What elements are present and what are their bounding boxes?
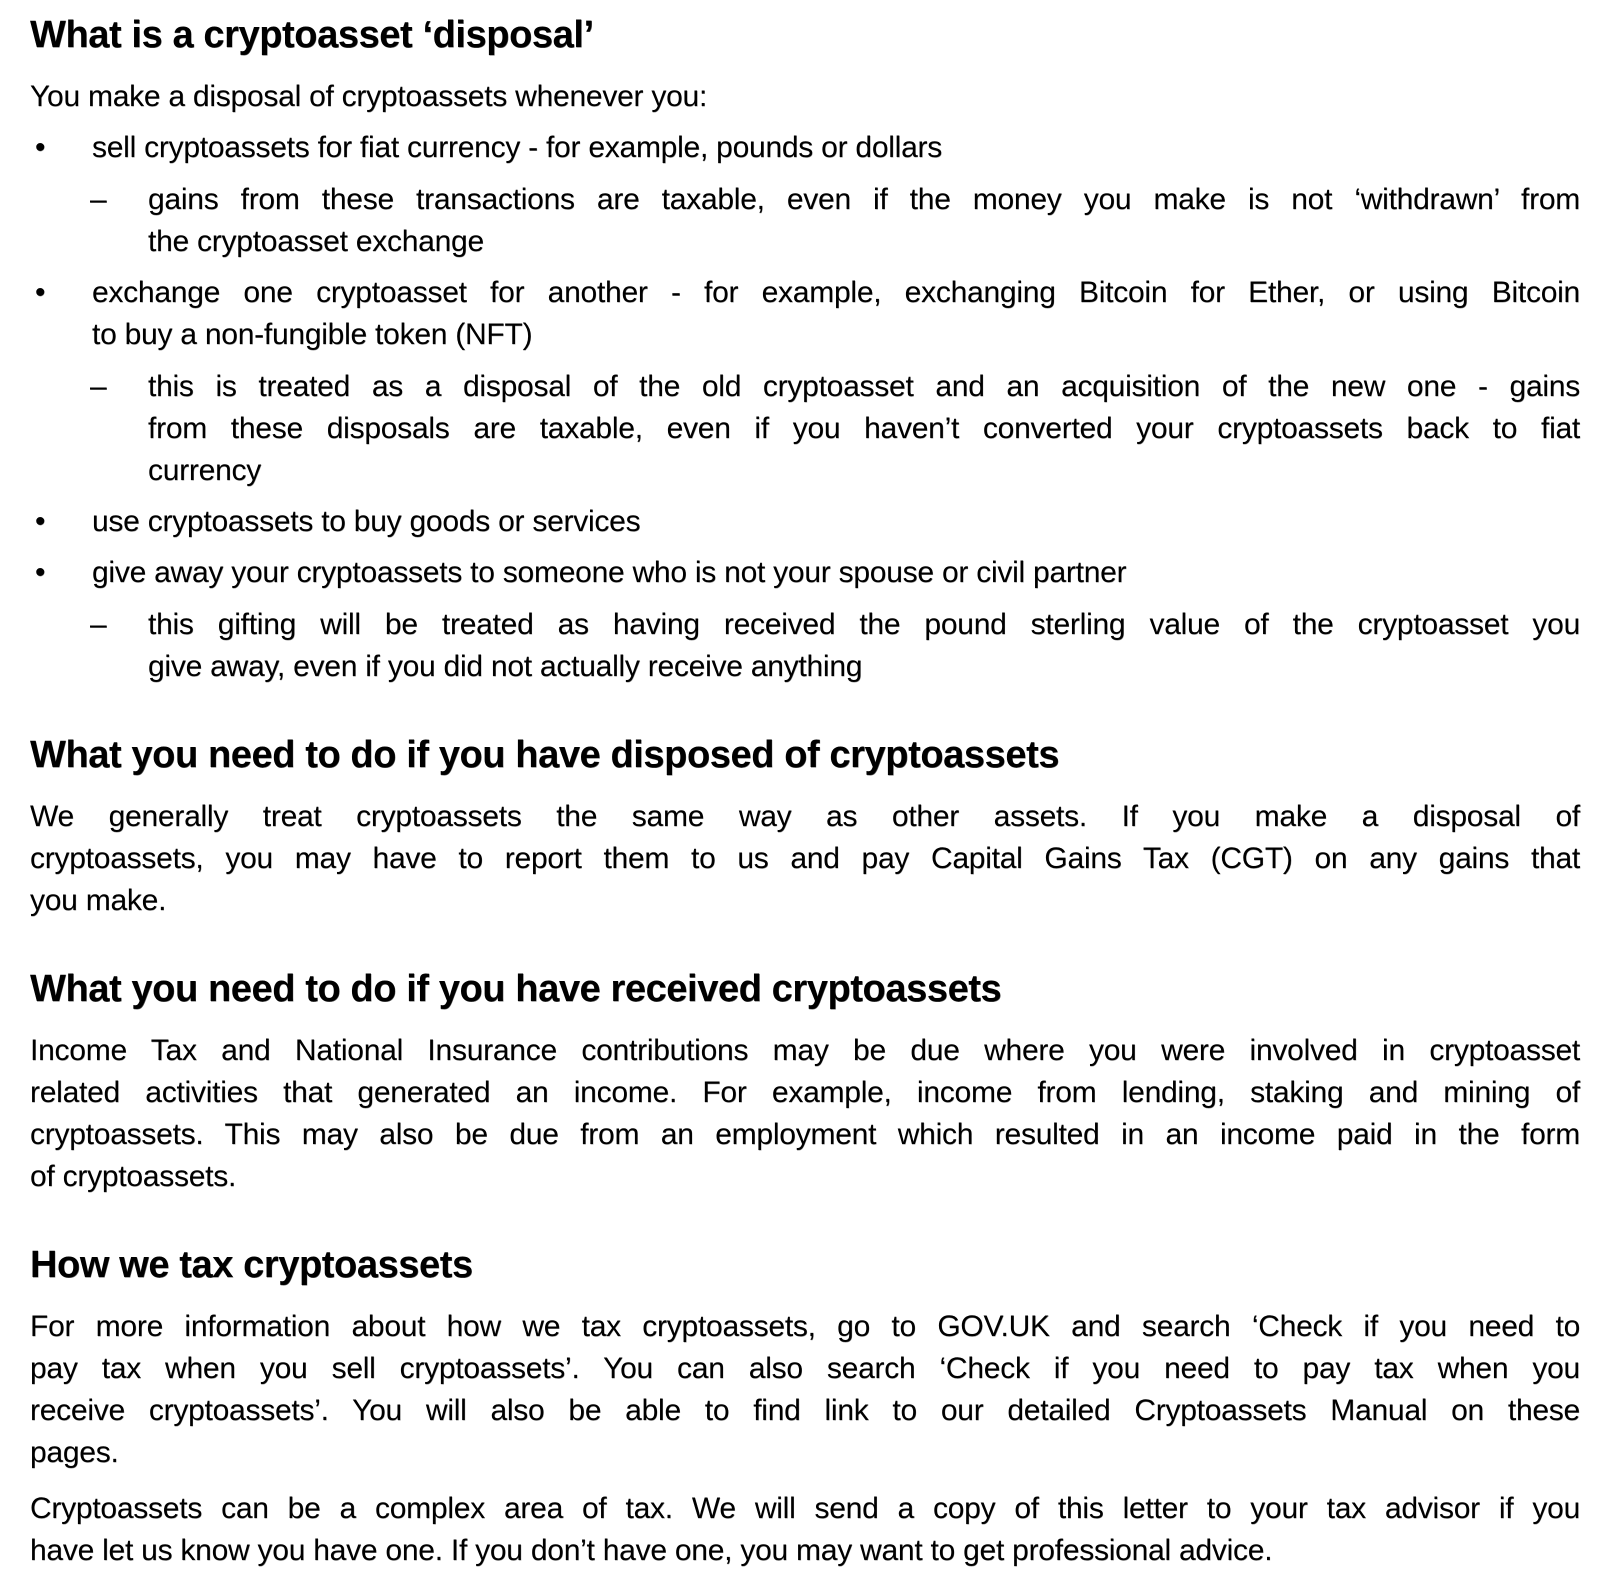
text-line: give away, even if you did not actually receive anything xyxy=(148,650,863,683)
text-line: sell cryptoassets for fiat currency - for example, pounds or dollars xyxy=(92,131,943,164)
section-heading-disposal: What is a cryptoasset ‘disposal’ xyxy=(30,14,594,56)
section-heading-received: What you need to do if you have received cryptoassets xyxy=(30,968,1002,1010)
text-line: to buy a non-fungible token (NFT) xyxy=(92,318,533,351)
text-line: currency xyxy=(148,454,262,487)
text-line: the cryptoasset exchange xyxy=(148,225,484,258)
text-line: You make a disposal of cryptoassets whenever you: xyxy=(30,80,708,113)
text-line: you make. xyxy=(30,884,167,917)
text-line: give away your cryptoassets to someone who is not your spouse or civil partner xyxy=(92,556,1127,589)
text-line: use cryptoassets to buy goods or services xyxy=(92,505,641,538)
paragraph-received xyxy=(30,1030,1580,1198)
text-line: cryptoassets. This may also be due from an employment which resulted in an income paid in the form xyxy=(30,1118,1580,1151)
bullet-text xyxy=(92,272,1580,356)
section-heading-how-we-tax: How we tax cryptoassets xyxy=(30,1244,473,1286)
text-line: Income Tax and National Insurance contributions may be due where you were involved in cryptoasset xyxy=(30,1034,1580,1067)
text-line: Cryptoassets can be a complex area of tax. We will send a copy of this letter to your tax advisor if you xyxy=(30,1492,1580,1525)
sub-item-gifting xyxy=(90,604,1580,688)
bullet-marker: • xyxy=(35,505,46,538)
bullet-text xyxy=(92,501,1580,543)
text-line: this is treated as a disposal of the old cryptoasset and an acquisition of the new one - gains xyxy=(148,370,1580,403)
text-line: have let us know you have one. If you don’t have one, you may want to get professional advice. xyxy=(30,1534,1273,1567)
bullet-item-exchange xyxy=(30,272,1580,356)
sub-item-old-new-asset xyxy=(90,366,1580,492)
dash-marker: – xyxy=(90,608,107,641)
text-line: exchange one cryptoasset for another - for example, exchanging Bitcoin for Ether, or using Bitcoin xyxy=(92,276,1580,309)
text-line: We generally treat cryptoassets the same way as other assets. If you make a disposal of xyxy=(30,800,1580,833)
text-line: gains from these transactions are taxable, even if the money you make is not ‘withdrawn’ from xyxy=(148,183,1580,216)
dash-marker: – xyxy=(90,183,107,216)
section-heading-disposed: What you need to do if you have disposed of cryptoassets xyxy=(30,734,1060,776)
text-line: from these disposals are taxable, even if you haven’t converted your cryptoassets back to fiat xyxy=(148,412,1580,445)
sub-item-gains-taxable xyxy=(90,179,1580,263)
bullet-item-goods-services xyxy=(30,501,1580,543)
bullet-item-sell xyxy=(30,127,1580,169)
paragraph-complex-area xyxy=(30,1488,1580,1572)
text-line: this gifting will be treated as having received the pound sterling value of the cryptoasset you xyxy=(148,608,1580,641)
bullet-text xyxy=(92,552,1580,594)
bullet-marker: • xyxy=(35,556,46,589)
text-line: For more information about how we tax cryptoassets, go to GOV.UK and search ‘Check if you need to xyxy=(30,1310,1580,1343)
text-line: pay tax when you sell cryptoassets’. You can also search ‘Check if you need to pay tax when you xyxy=(30,1352,1580,1385)
sub-text xyxy=(148,366,1580,492)
bullet-item-give-away xyxy=(30,552,1580,594)
text-line: cryptoassets, you may have to report them to us and pay Capital Gains Tax (CGT) on any gains that xyxy=(30,842,1580,875)
bullet-marker: • xyxy=(35,131,46,164)
text-line: related activities that generated an income. For example, income from lending, staking and mining of xyxy=(30,1076,1580,1109)
intro-paragraph xyxy=(30,76,1580,118)
text-line: of cryptoassets. xyxy=(30,1160,237,1193)
paragraph-disposed xyxy=(30,796,1580,922)
text-line: pages. xyxy=(30,1436,119,1469)
bullet-text xyxy=(92,127,1580,169)
text-line: receive cryptoassets’. You will also be able to find link to our detailed Cryptoassets Manual on these xyxy=(30,1394,1580,1427)
bullet-marker: • xyxy=(35,276,46,309)
dash-marker: – xyxy=(90,370,107,403)
sub-text xyxy=(148,179,1580,263)
sub-text xyxy=(148,604,1580,688)
paragraph-more-information xyxy=(30,1306,1580,1474)
